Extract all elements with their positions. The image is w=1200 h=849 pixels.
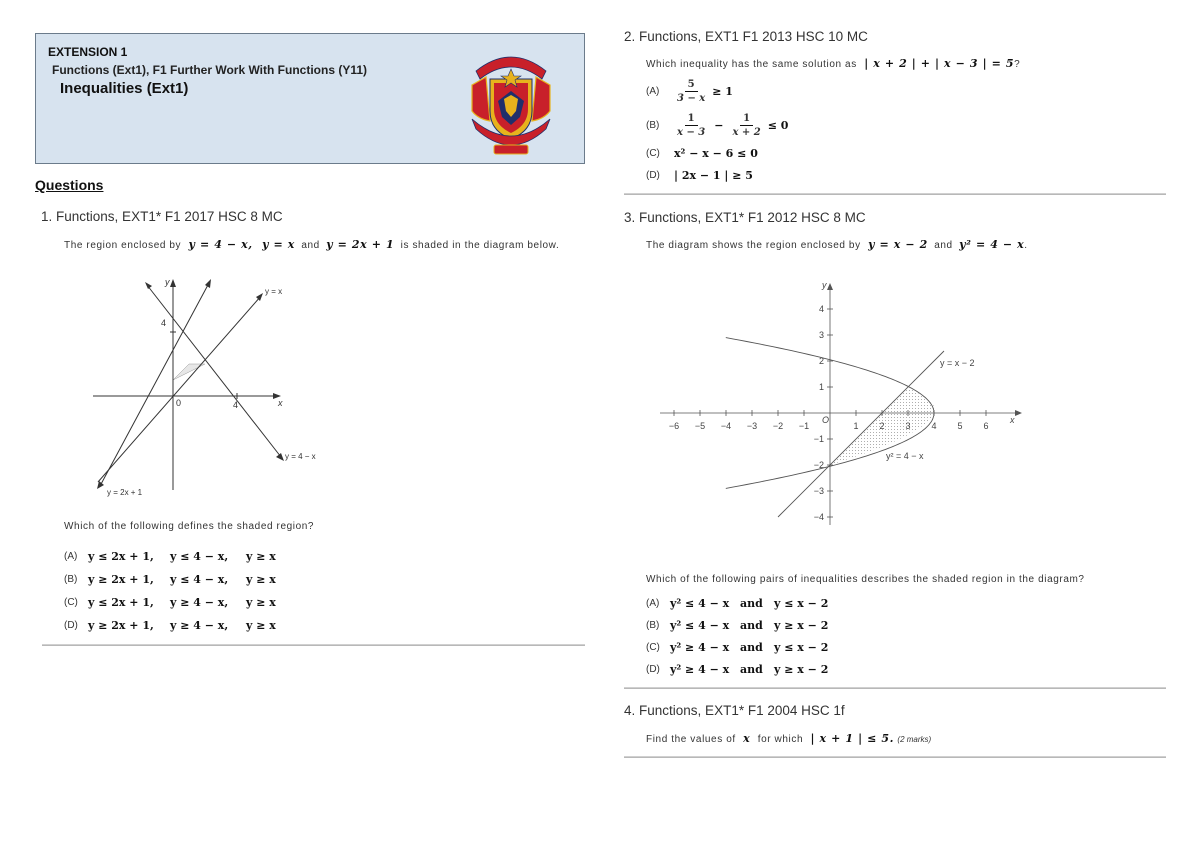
q2-number: 2.: [624, 29, 636, 44]
q3-title: [624, 210, 866, 225]
q3-option-d[interactable]: (D) y² ≥ 4 − x and y ≥ x − 2: [646, 662, 829, 676]
q4-mid: for which: [757, 734, 804, 745]
q3-intro: [646, 238, 1028, 251]
q2-option-b[interactable]: (B) $\frac{1}{x - 3}$ − $\frac{1}{x + 2}$ ≤ 0: [646, 112, 789, 138]
q1-line-yx: [98, 296, 261, 482]
q3-x-tick-label: 5: [957, 421, 963, 431]
q1-eq3: y = 2x + 1: [326, 238, 395, 251]
q2-divider: [624, 193, 1166, 195]
q3-y-label: y: [822, 280, 827, 290]
q3-x-tick-label: −2: [772, 421, 784, 431]
q3-y-tick-label: −1: [813, 434, 824, 444]
q3-y-tick-label: −3: [813, 486, 824, 496]
q4-title-text: Functions, EXT1* F1 2004 HSC 1f: [639, 703, 845, 718]
header-box: [35, 33, 585, 164]
q3-number: 3.: [624, 210, 636, 225]
q3-divider: [624, 687, 1166, 689]
q3-x-tick-label: 4: [931, 421, 937, 431]
q4-title: [624, 703, 845, 718]
q3-origin: O: [822, 415, 830, 425]
q3-x-tick-label: 2: [879, 421, 885, 431]
q3-option-a[interactable]: (A) y² ≤ 4 − x and y ≤ x − 2: [646, 596, 829, 610]
q1-title-text: Functions, EXT1* F1 2017 HSC 8 MC: [56, 209, 283, 224]
q1-number: 1.: [41, 209, 53, 224]
q3-x-tick-label: 3: [905, 421, 911, 431]
q3-x-tick-label: −6: [668, 421, 680, 431]
q3-graph: [650, 275, 1030, 527]
q1-eq2: y = x: [262, 238, 295, 251]
q1-intro-text: The region enclosed by: [64, 240, 182, 251]
q3-x-tick-label: 6: [983, 421, 989, 431]
q1-option-c[interactable]: (C) y ≤ 2x + 1, y ≥ 4 − x, y ≥ x: [64, 596, 276, 609]
q1-label-2x1: y = 2x + 1: [107, 488, 143, 497]
q3-period: .: [1024, 240, 1028, 251]
course-label: EXTENSION 1: [48, 45, 128, 59]
q3-y-tick-label: −4: [813, 512, 824, 522]
q1-intro: [64, 238, 559, 251]
q2-expr: | x + 2 | + | x − 3 | = 5: [864, 57, 1015, 70]
q2-qmark: ?: [1014, 59, 1021, 70]
q3-line: [778, 351, 944, 517]
q3-title-text: Functions, EXT1* F1 2012 HSC 8 MC: [639, 210, 866, 225]
q3-options: [646, 592, 828, 680]
q4-divider: [624, 756, 1166, 758]
q3-y-tick-label: 4: [818, 304, 824, 314]
q3-y-tick-label: −2: [813, 460, 824, 470]
q3-x-tick-label: −4: [720, 421, 732, 431]
q1-eq1: y = 4 − x,: [188, 238, 253, 251]
q1-graph: [85, 275, 345, 500]
q2-intro-text: Which inequality has the same solution as: [646, 59, 857, 70]
q1-option-b[interactable]: (B) y ≥ 2x + 1, y ≤ 4 − x, y ≥ x: [64, 573, 276, 586]
q3-option-b[interactable]: (B) y² ≤ 4 − x and y ≥ x − 2: [646, 618, 829, 632]
q2-option-a[interactable]: (A) $\frac{5}{3 - x}$ ≥ 1: [646, 78, 733, 104]
q3-intro-text: The diagram shows the region enclosed by: [646, 240, 861, 251]
q1-origin: 0: [176, 398, 182, 408]
q1-and: and: [301, 240, 320, 251]
q3-label-line: y = x − 2: [940, 358, 975, 368]
q3-x-tick-label: −3: [746, 421, 758, 431]
q3-label-parabola: y² = 4 − x: [886, 451, 924, 461]
q3-eq1: y = x − 2: [868, 238, 928, 251]
q3-x-tick-label: −1: [798, 421, 810, 431]
q3-option-c[interactable]: (C) y² ≥ 4 − x and y ≤ x − 2: [646, 640, 829, 654]
q4-number: 4.: [624, 703, 636, 718]
subtopic-title: Inequalities (Ext1): [60, 80, 189, 97]
q1-tick-4x: 4: [233, 400, 239, 410]
q3-question: Which of the following pairs of inequalities describes the shaded region in the diagram?: [646, 574, 1085, 585]
q4-var: x: [743, 732, 751, 745]
q1-option-d[interactable]: (D) y ≥ 2x + 1, y ≥ 4 − x, y ≥ x: [64, 619, 276, 632]
q1-line-2x1: [100, 283, 209, 486]
topic-label: Functions (Ext1), F1 Further Work With Functions (Y11): [52, 63, 368, 77]
q1-label-yx: y = x: [265, 287, 283, 296]
q3-x-tick-label: −5: [694, 421, 706, 431]
q1-option-a[interactable]: (A) y ≤ 2x + 1, y ≤ 4 − x, y ≥ x: [64, 550, 276, 563]
q1-options: [64, 545, 276, 637]
q3-eq2: y² = 4 − x: [959, 238, 1025, 251]
q2-option-d[interactable]: (D) | 2x − 1 | ≥ 5: [646, 168, 753, 182]
q3-and: and: [934, 240, 953, 251]
questions-heading: Questions: [35, 177, 104, 193]
q3-y-tick-label: 1: [818, 382, 824, 392]
q1-question: Which of the following defines the shaded region?: [64, 521, 315, 532]
q4-body: [646, 732, 931, 745]
q1-label-4mx: y = 4 − x: [285, 452, 316, 461]
q3-x-tick-label: 1: [853, 421, 859, 431]
q1-divider: [42, 644, 585, 646]
q2-title-text: Functions, EXT1 F1 2013 HSC 10 MC: [639, 29, 868, 44]
q2-title: [624, 29, 868, 44]
q3-y-tick-label: 3: [818, 330, 824, 340]
q4-intro: Find the values of: [646, 734, 736, 745]
q2-option-c[interactable]: (C) x² − x − 6 ≤ 0: [646, 146, 758, 160]
q1-x-label: x: [278, 398, 283, 408]
q4-expr: | x + 1 | ≤ 5.: [810, 732, 895, 745]
q1-y-label: y: [165, 277, 170, 287]
school-crest-logo: [468, 41, 554, 158]
q1-intro-tail: is shaded in the diagram below.: [400, 240, 560, 251]
q1-title: [41, 209, 283, 224]
q3-x-label: x: [1010, 415, 1015, 425]
q2-intro: [646, 57, 1020, 70]
q3-y-tick-label: 2: [818, 356, 824, 366]
q1-tick-4y: 4: [161, 318, 167, 328]
q1-line-4mx: [147, 285, 281, 457]
q4-marks: (2 marks): [897, 735, 932, 744]
